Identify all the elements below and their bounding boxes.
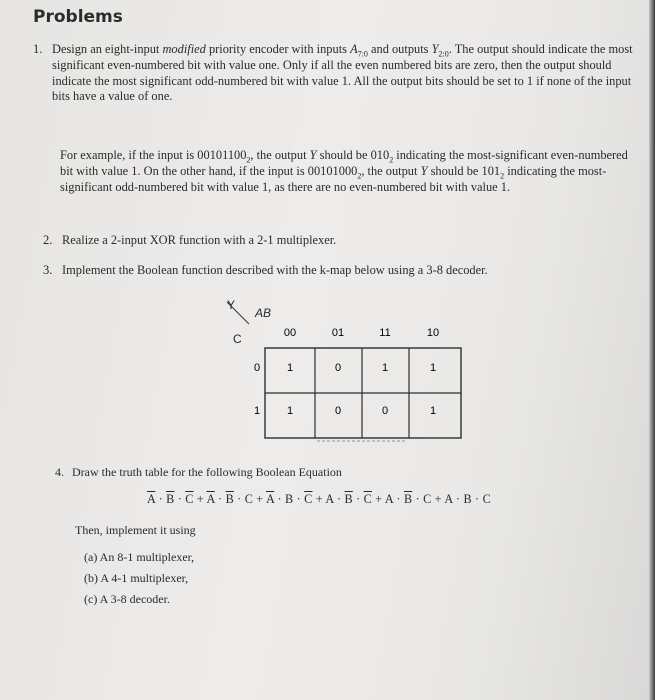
- kmap: [225, 298, 475, 448]
- kmap-col-header: 10: [426, 327, 440, 339]
- example-base-1: 2: [246, 155, 251, 165]
- equation-dot: ·: [412, 492, 424, 506]
- equation-plus: +: [431, 492, 445, 506]
- equation-dot: ·: [452, 492, 464, 506]
- kmap-row-header: 1: [253, 405, 261, 417]
- kmap-cell: 1: [429, 405, 437, 417]
- equation-literal: $\overline{B}$: [403, 492, 413, 506]
- equation-literal: $\overline{A}$: [265, 492, 275, 506]
- equation-literal: B: [463, 492, 472, 506]
- option-c: (c) A 3-8 decoder.: [84, 592, 170, 606]
- equation-dot: ·: [293, 492, 305, 506]
- kmap-cell: 0: [334, 405, 342, 417]
- kmap-row-var: C: [233, 332, 242, 346]
- problem-2-number: 2.: [43, 233, 53, 247]
- kmap-row-header: 0: [253, 362, 261, 374]
- equation-literal: $\overline{B}$: [225, 492, 234, 506]
- option-a: (a) An 8-1 multiplexer,: [84, 550, 195, 564]
- equation-literal: C: [482, 492, 491, 506]
- kmap-cell: 1: [381, 362, 389, 374]
- equation-literal: A: [384, 492, 394, 506]
- example-text-c: should be 010: [319, 148, 390, 162]
- equation-dot: ·: [233, 492, 245, 506]
- example-text-f: should be 101: [430, 163, 501, 178]
- kmap-col-header: 11: [379, 327, 391, 339]
- page-title: Problems: [33, 7, 123, 27]
- kmap-col-header: 00: [283, 327, 297, 339]
- problem-1-text-b: priority encoder with inputs: [208, 42, 347, 56]
- output-symbol: Y: [431, 42, 439, 56]
- equation-plus: +: [371, 492, 385, 506]
- problem-1-example: [60, 148, 642, 195]
- example-text-a: For example, if the input is 00101100: [60, 148, 247, 162]
- then-text: Then, implement it using: [75, 523, 196, 537]
- equation-dot: ·: [352, 492, 364, 506]
- equation-literal: C: [244, 492, 254, 506]
- equation-plus: +: [312, 492, 326, 506]
- equation-dot: ·: [155, 492, 167, 506]
- equation-literal: $\overline{A}$: [147, 492, 156, 506]
- problem-1-text-a: Design an eight-input: [52, 42, 160, 56]
- problem-1-number: 1.: [33, 42, 43, 56]
- example-text-b: , the output: [250, 148, 307, 162]
- problem-4-text: Draw the truth table for the following Boolean Equation: [72, 465, 342, 479]
- equation-dot: ·: [274, 492, 286, 506]
- equation-literal: B: [285, 492, 294, 506]
- equation-literal: $\overline{B}$: [166, 492, 175, 506]
- equation-literal: $\overline{C}$: [304, 492, 313, 506]
- problem-3-text: Implement the Boolean function described with the k-map below using a 3-8 decoder.: [62, 263, 488, 277]
- equation-literal: $\overline{A}$: [206, 492, 215, 506]
- example-output-symbol-1: Y: [309, 148, 317, 162]
- example-text-e: , the output: [361, 163, 418, 178]
- example-base-4: 2: [500, 171, 505, 181]
- example-text-d: indicating the most-significant even-numbered bit with value 1. On the other hand, if the input is 00101000: [60, 148, 628, 178]
- equation-dot: ·: [333, 492, 345, 506]
- kmap-output-label: Y: [227, 298, 236, 312]
- problem-3-number: 3.: [43, 263, 53, 277]
- equation-plus: +: [193, 492, 207, 506]
- equation-literal: $\overline{C}$: [363, 492, 372, 506]
- kmap-col-var: AB: [255, 306, 272, 320]
- equation-plus: +: [253, 492, 266, 506]
- equation-literal: A: [325, 492, 334, 506]
- problem-2-text: Realize a 2-input XOR function with a 2-1 multiplexer.: [62, 233, 337, 247]
- kmap-cell: 0: [334, 362, 342, 374]
- equation-dot: ·: [174, 492, 186, 506]
- equation-literal: C: [423, 492, 432, 506]
- problem-4-number: 4.: [55, 465, 64, 479]
- kmap-svg: [225, 298, 475, 448]
- example-base-2: 2: [389, 155, 394, 165]
- input-subscript: 7:0: [357, 49, 368, 59]
- equation-literal: $\overline{C}$: [185, 492, 194, 506]
- problem-1-text-c: and outputs: [371, 42, 429, 56]
- equation-dot: ·: [393, 492, 404, 506]
- boolean-equation: [147, 492, 491, 507]
- page-edge-shadow: [649, 0, 655, 700]
- input-symbol: A: [350, 42, 358, 56]
- option-b: (b) A 4-1 multiplexer,: [84, 571, 189, 585]
- kmap-cell: 1: [286, 405, 294, 417]
- kmap-cell: 0: [381, 405, 389, 417]
- kmap-cell: 1: [429, 362, 437, 374]
- kmap-col-header: 01: [331, 327, 345, 339]
- example-text-g: indicating the most-significant odd-numbered bit with value 1, as there are no even-numbered bit with value 1.: [60, 163, 607, 194]
- output-subscript: 2:0: [438, 49, 449, 59]
- equation-literal: $\overline{B}$: [344, 492, 353, 506]
- equation-literal: A: [444, 492, 453, 506]
- equation-dot: ·: [471, 492, 483, 506]
- equation-dot: ·: [214, 492, 226, 506]
- example-output-symbol-2: Y: [420, 163, 428, 178]
- example-base-3: 2: [357, 171, 362, 181]
- kmap-cell: 1: [286, 362, 294, 374]
- problem-1-modified: modified: [162, 42, 206, 56]
- problem-1-text-d: . The output should indicate the most significant even-numbered bit with value one. Only if all the even numbered bits are zero, then the output should indicate the most significant odd-numbered bit with value 1. All the output bits should be set to 1 if none of the input bits have a value of one.: [52, 42, 633, 104]
- problem-1-text: [52, 42, 642, 105]
